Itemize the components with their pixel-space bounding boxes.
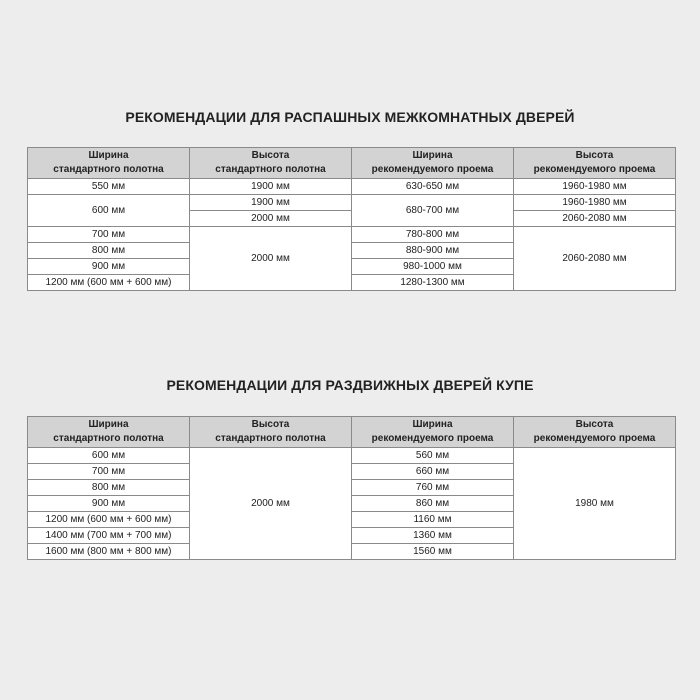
table-header-row <box>28 417 676 448</box>
sliding-doors-title: РЕКОМЕНДАЦИИ ДЛЯ РАЗДВИЖНЫХ ДВЕРЕЙ КУПЕ <box>166 377 534 393</box>
header-opening-height <box>514 148 676 179</box>
cell-leaf-height: 2000 мм <box>190 211 352 227</box>
cell-opening-width: 760 мм <box>352 480 514 496</box>
cell-opening-width: 1360 мм <box>352 528 514 544</box>
cell-opening-width: 660 мм <box>352 464 514 480</box>
cell-leaf-width: 900 мм <box>28 496 190 512</box>
cell-opening-height: 1960-1980 мм <box>514 179 676 195</box>
swing-doors-table <box>27 147 676 291</box>
header-line: Высота <box>251 150 290 161</box>
header-leaf-height <box>190 417 352 448</box>
table-row <box>28 227 676 243</box>
header-line: Ширина <box>412 419 453 430</box>
cell-leaf-width: 700 мм <box>28 227 190 243</box>
cell-leaf-width: 800 мм <box>28 243 190 259</box>
cell-opening-width: 860 мм <box>352 496 514 512</box>
cell-opening-width: 1560 мм <box>352 544 514 560</box>
cell-opening-width: 1280-1300 мм <box>352 275 514 291</box>
header-line: стандартного полотна <box>215 433 326 444</box>
header-line: Высота <box>575 150 614 161</box>
cell-leaf-width: 1400 мм (700 мм + 700 мм) <box>28 528 190 544</box>
header-opening-width <box>352 417 514 448</box>
header-line: Высота <box>575 419 614 430</box>
table-row <box>28 179 676 195</box>
table-row <box>28 195 676 211</box>
cell-leaf-height: 1900 мм <box>190 195 352 211</box>
header-line: Ширина <box>88 419 129 430</box>
cell-opening-height: 1980 мм <box>514 448 676 560</box>
header-line: стандартного полотна <box>215 164 326 175</box>
cell-opening-height: 2060-2080 мм <box>514 227 676 291</box>
cell-leaf-width: 800 мм <box>28 480 190 496</box>
header-line: стандартного полотна <box>53 433 164 444</box>
cell-opening-width: 680-700 мм <box>352 195 514 227</box>
header-leaf-width <box>28 417 190 448</box>
cell-opening-width: 630-650 мм <box>352 179 514 195</box>
header-line: рекомендуемого проема <box>533 164 656 175</box>
cell-opening-height: 2060-2080 мм <box>514 211 676 227</box>
header-leaf-height <box>190 148 352 179</box>
header-line: Ширина <box>88 150 129 161</box>
header-opening-width <box>352 148 514 179</box>
cell-leaf-width: 600 мм <box>28 448 190 464</box>
header-line: Ширина <box>412 150 453 161</box>
cell-opening-width: 880-900 мм <box>352 243 514 259</box>
table-header-row <box>28 148 676 179</box>
cell-leaf-width: 1600 мм (800 мм + 800 мм) <box>28 544 190 560</box>
cell-leaf-width: 600 мм <box>28 195 190 227</box>
header-line: Высота <box>251 419 290 430</box>
cell-leaf-width: 900 мм <box>28 259 190 275</box>
header-line: стандартного полотна <box>53 164 164 175</box>
header-leaf-width <box>28 148 190 179</box>
cell-leaf-width: 1200 мм (600 мм + 600 мм) <box>28 275 190 291</box>
table-row <box>28 448 676 464</box>
sliding-doors-table <box>27 416 676 560</box>
header-opening-height <box>514 417 676 448</box>
cell-opening-width: 780-800 мм <box>352 227 514 243</box>
header-line: рекомендуемого проема <box>371 164 494 175</box>
cell-opening-height: 1960-1980 мм <box>514 195 676 211</box>
header-line: рекомендуемого проема <box>371 433 494 444</box>
cell-leaf-height: 2000 мм <box>190 227 352 291</box>
swing-doors-title: РЕКОМЕНДАЦИИ ДЛЯ РАСПАШНЫХ МЕЖКОМНАТНЫХ ДВЕРЕЙ <box>125 109 575 125</box>
cell-leaf-height: 1900 мм <box>190 179 352 195</box>
cell-opening-width: 560 мм <box>352 448 514 464</box>
cell-leaf-width: 550 мм <box>28 179 190 195</box>
cell-leaf-width: 700 мм <box>28 464 190 480</box>
cell-opening-width: 980-1000 мм <box>352 259 514 275</box>
header-line: рекомендуемого проема <box>533 433 656 444</box>
cell-opening-width: 1160 мм <box>352 512 514 528</box>
cell-leaf-width: 1200 мм (600 мм + 600 мм) <box>28 512 190 528</box>
cell-leaf-height: 2000 мм <box>190 448 352 560</box>
